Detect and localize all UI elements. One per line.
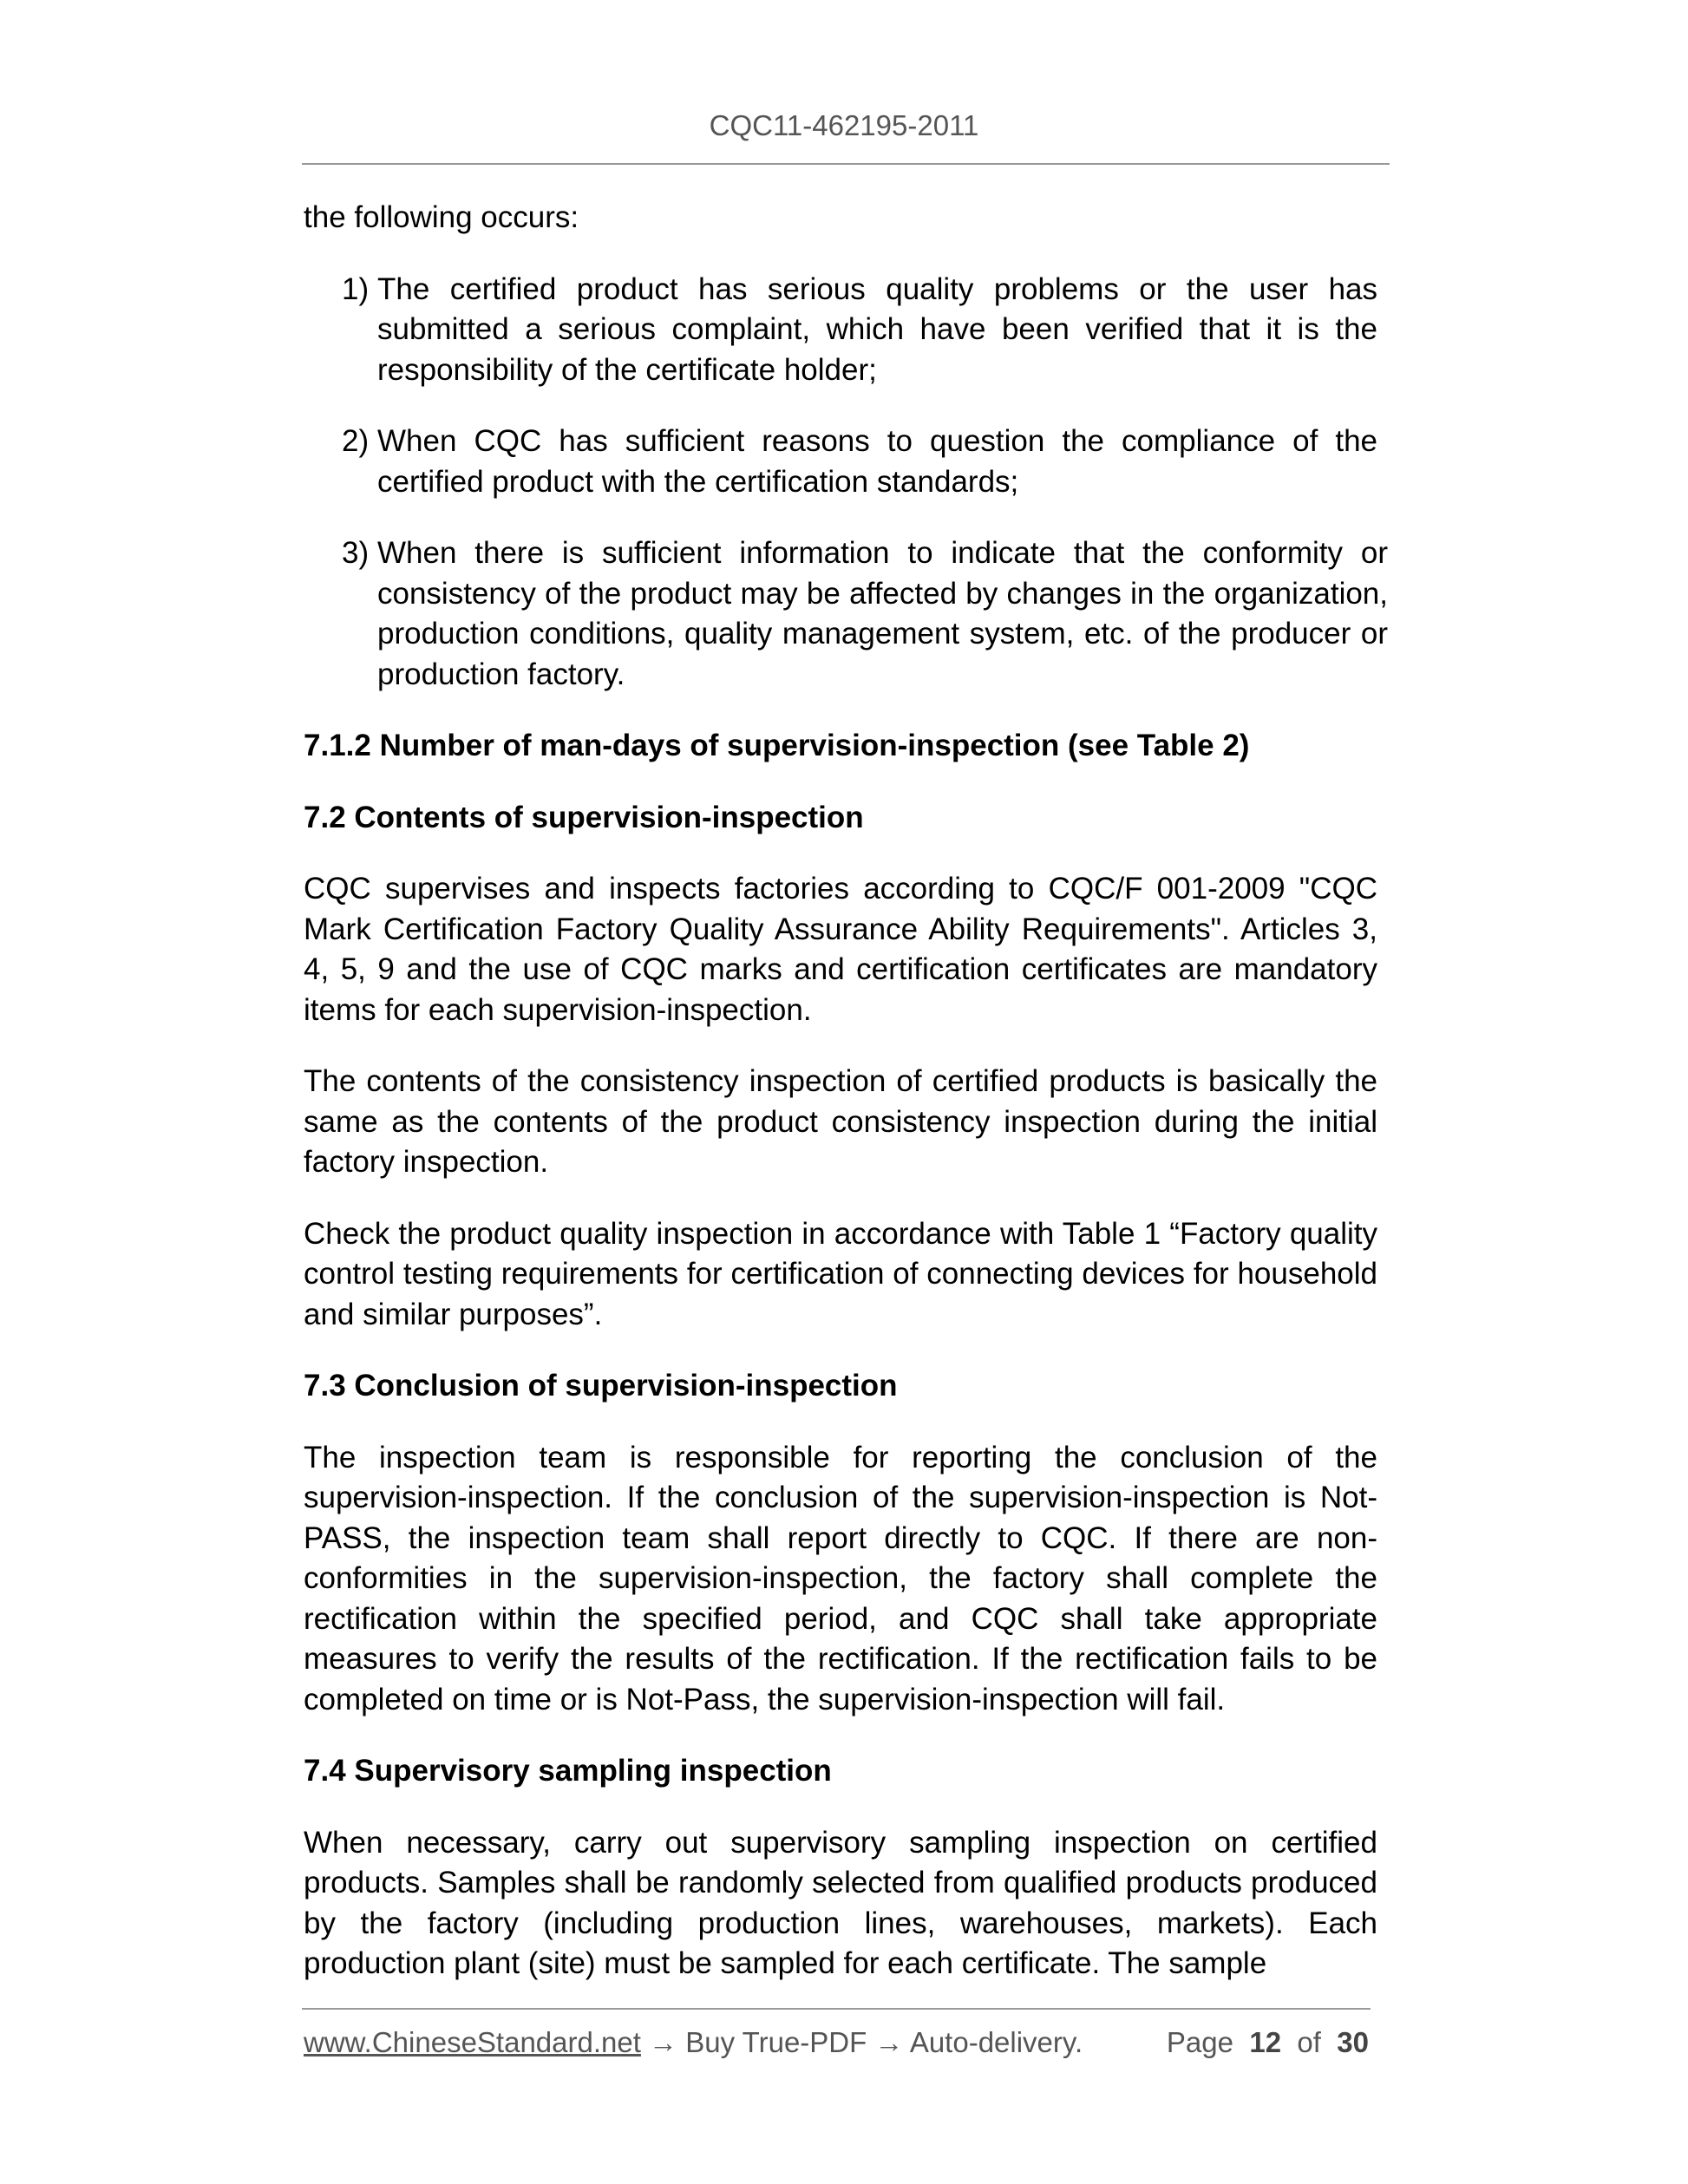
list-item [342, 270, 1377, 391]
list-text: When CQC has sufficient reasons to question the compliance of the certified product with the certification standards; [377, 424, 1377, 499]
heading-7-4: 7.4 Supervisory sampling inspection [304, 1754, 832, 1788]
page-indicator [1167, 2026, 1369, 2059]
heading-7-1-2: 7.1.2 Number of man-days of supervision-inspection (see Table 2) [304, 729, 1250, 762]
intro-text: the following occurs: [304, 200, 579, 234]
header-divider [302, 163, 1390, 165]
list-item [342, 533, 1388, 695]
list-number: 3) [342, 536, 370, 570]
document-code-header: CQC11-462195-2011 [709, 109, 979, 141]
page-number: 12 [1249, 2026, 1282, 2058]
list-item [342, 422, 1377, 502]
footer-divider [302, 2008, 1371, 2010]
heading-7-2: 7.2 Contents of supervision-inspection [304, 800, 864, 834]
footer-promo [304, 2026, 1083, 2059]
footer-tagline: → Buy True-PDF → Auto-delivery. [640, 2026, 1083, 2058]
heading-7-3: 7.3 Conclusion of supervision-inspection [304, 1369, 898, 1403]
paragraph: The contents of the consistency inspection of certified products is basically the same as the contents of the product consistency inspection during the initial factory inspection. [304, 1064, 1377, 1179]
page-label: Page [1166, 2026, 1233, 2058]
paragraph: CQC supervises and inspects factories according to CQC/F 001-2009 "CQC Mark Certification Factory Quality Assurance Ability Requirements". Articles 3, 4, 5, 9 and the use of CQC marks and certification certificates are mandatory items for each supervision-inspection. [304, 872, 1377, 1027]
website-link[interactable]: www.ChineseStandard.net [304, 2026, 641, 2058]
list-text: The certified product has serious quality problems or the user has submitted a serious complaint, which have been verified that it is the responsibility of the certificate holder; [377, 271, 1377, 387]
paragraph: When necessary, carry out supervisory sampling inspection on certified products. Samples shall be randomly selected from qualified products produced by the factory (including production lines, warehouses, markets). Each production plant (site) must be sampled for each certificate. The sample [304, 1825, 1377, 1980]
list-text: When there is sufficient information to indicate that the conformity or consistency of the product may be affected by changes in the organization, production conditions, quality management system, etc. of the producer or production factory. [377, 536, 1388, 691]
list-number: 1) [342, 271, 370, 306]
page-footer [304, 2026, 1369, 2059]
page-total: 30 [1337, 2026, 1369, 2058]
paragraph: Check the product quality inspection in accordance with Table 1 “Factory quality control testing requirements for certification of connecting devices for household and similar purposes”. [304, 1216, 1377, 1331]
list-number: 2) [342, 424, 370, 458]
page-content [304, 198, 1388, 2016]
paragraph: The inspection team is responsible for reporting the conclusion of the supervision-inspection. If the conclusion of the supervision-inspection is Not-PASS, the inspection team shall report directly to CQC. If there are non-conformities in the supervision-inspection, the factory shall complete the rectification within the specified period, and CQC shall take appropriate measures to verify the results of the rectification. If the rectification fails to be completed on time or is Not-Pass, the supervision-inspection will fail. [304, 1440, 1377, 1716]
of-label: of [1297, 2026, 1321, 2058]
